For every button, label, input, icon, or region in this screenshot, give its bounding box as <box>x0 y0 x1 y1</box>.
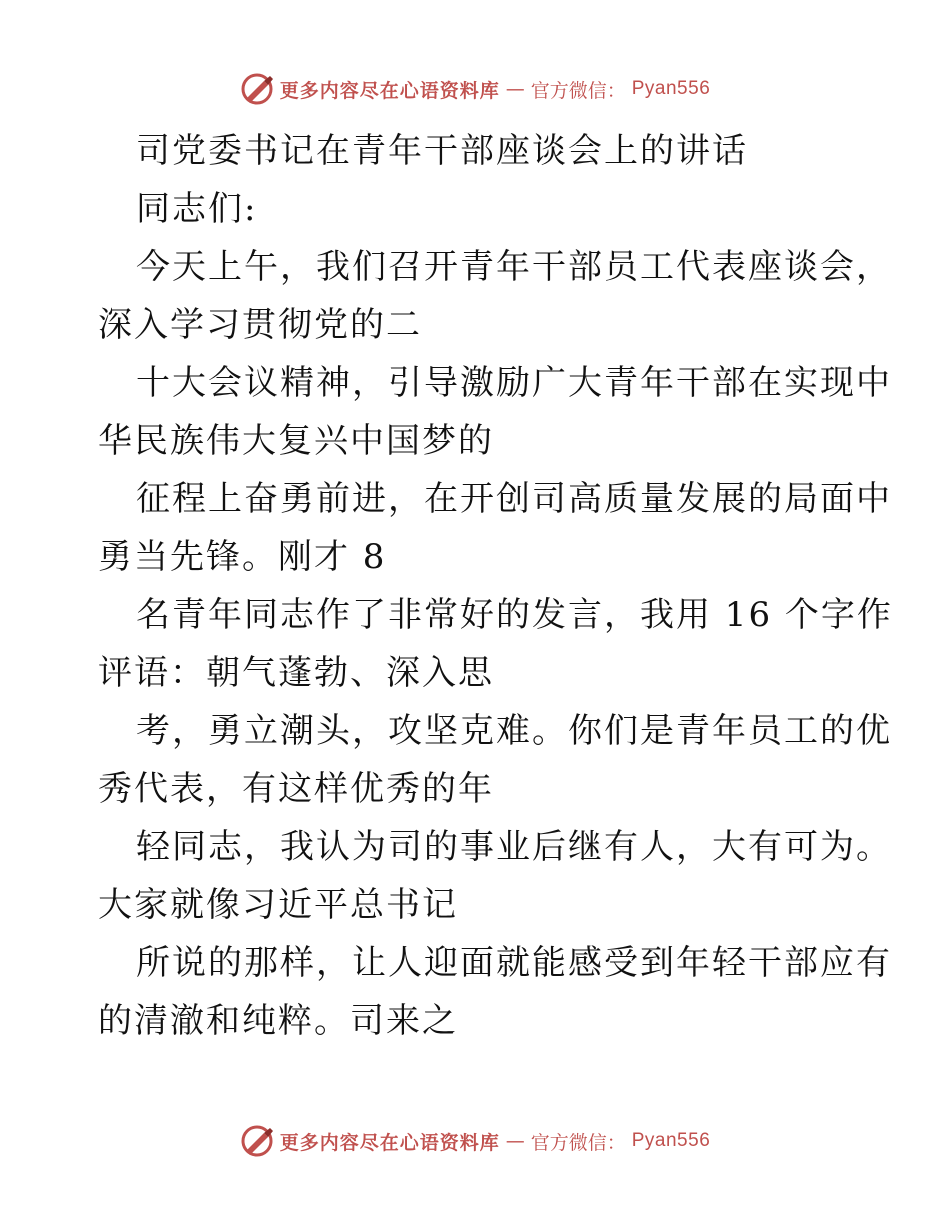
text-line: 秀代表，有这样优秀的年 <box>98 769 494 809</box>
document-body <box>98 122 893 1050</box>
header-watermark <box>0 72 950 106</box>
watermark-wechat-label: 官方微信： <box>530 1131 626 1154</box>
document-title: 司党委书记在青年干部座谈会上的讲话 <box>136 131 748 171</box>
watermark-wechat-handle: Pyan556 <box>631 78 711 99</box>
watermark-text: 更多内容尽在心语资料库 <box>279 1131 500 1154</box>
text-line: 考，勇立潮头，攻坚克难。你们是青年员工的优 <box>136 711 892 751</box>
footer-watermark <box>0 1124 950 1158</box>
watermark-text: 更多内容尽在心语资料库 <box>279 79 500 102</box>
watermark-wechat-handle: Pyan556 <box>631 1130 711 1151</box>
text-line: 勇当先锋。刚才 8 <box>98 537 387 577</box>
watermark-separator: — <box>505 78 525 100</box>
text-line: 评语：朝气蓬勃、深入思 <box>98 653 494 693</box>
text-line: 轻同志，我认为司的事业后继有人，大有可为。 <box>136 827 892 867</box>
watermark-wechat-label: 官方微信： <box>530 79 626 102</box>
salutation: 同志们: <box>136 189 258 229</box>
text-line: 今天上午，我们召开青年干部员工代表座谈会， <box>136 247 892 287</box>
pen-logo-icon <box>240 72 274 106</box>
text-line: 大家就像习近平总书记 <box>98 885 458 925</box>
watermark-separator: — <box>505 1130 525 1152</box>
text-line: 名青年同志作了非常好的发言，我用 16 个字作 <box>136 595 893 635</box>
text-line: 的清澈和纯粹。司来之 <box>98 1001 458 1041</box>
pen-logo-icon <box>240 1124 274 1158</box>
text-line: 深入学习贯彻党的二 <box>98 305 422 345</box>
text-line: 所说的那样，让人迎面就能感受到年轻干部应有 <box>136 943 892 983</box>
text-line: 华民族伟大复兴中国梦的 <box>98 421 494 461</box>
text-line: 征程上奋勇前进，在开创司高质量发展的局面中 <box>136 479 892 519</box>
text-line: 十大会议精神，引导激励广大青年干部在实现中 <box>136 363 892 403</box>
